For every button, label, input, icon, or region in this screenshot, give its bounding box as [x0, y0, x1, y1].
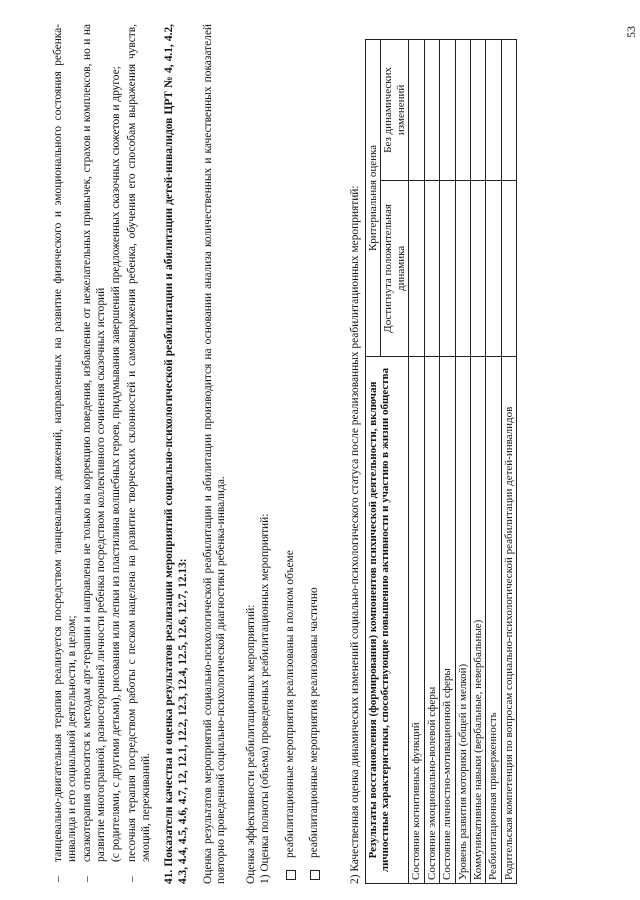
no-change-cell[interactable]: [486, 40, 501, 181]
positive-cell[interactable]: [409, 180, 424, 356]
table-row: [470, 40, 485, 884]
bullet-fairytale-therapy: [81, 24, 108, 884]
no-change-cell[interactable]: [409, 40, 424, 181]
positive-cell[interactable]: [486, 180, 501, 356]
positive-cell[interactable]: [470, 180, 485, 356]
no-change-cell[interactable]: [440, 40, 455, 181]
table-row: [455, 40, 470, 884]
col-group-header: Критериальная оценка: [366, 40, 381, 357]
bullet-text: танцевально-двигательная терапия реализуется посредством танцевальных движений, направленных на развитие физического и эмоционального состояния ребенка-инвалида и его социальной деятельности, в целом;: [52, 24, 78, 862]
completeness-item: 1) Оценка полноты (объема) проведенных реабилитационных мероприятий:: [258, 513, 271, 884]
positive-cell[interactable]: [501, 180, 516, 356]
positive-cell[interactable]: [440, 180, 455, 356]
bullet-text: (с родителями, с другими детьми), рисования или лепки из пластилина волшебных героев, придумывания завершений предложенных сказочных сюжетов и другое;: [110, 66, 123, 862]
assessment-table: [365, 39, 517, 884]
checkbox-item-full[interactable]: [284, 24, 298, 884]
bullet-dance-therapy: [52, 24, 79, 884]
bullet-sand-therapy: [126, 24, 153, 884]
table-row: [409, 40, 424, 884]
no-change-cell[interactable]: [455, 40, 470, 181]
dash-marker: –: [81, 876, 94, 882]
bullet-text: песочная терапия посредством работы с песком нацелена на развитие творческих склонностей и самовыражения ребенка, обучения его способам выражения чувств, эмоций, переживаний.: [125, 24, 152, 862]
checkbox-icon[interactable]: [286, 870, 296, 880]
table-row: [501, 40, 516, 884]
row-label: Состояние эмоционально-волевой сферы: [424, 357, 439, 884]
bullet-fairytale-continuation: [110, 24, 124, 884]
checkbox-label: реабилитационные мероприятия реализованы в полном объеме: [283, 550, 296, 858]
checkbox-item-partial[interactable]: [308, 24, 322, 884]
row-label: Состояние личностно-мотивационной сферы: [440, 357, 455, 884]
dash-marker: –: [125, 876, 138, 882]
rotated-page-content: [52, 24, 612, 884]
positive-cell[interactable]: [455, 180, 470, 356]
col3-header: Без динамических изменений: [381, 40, 409, 181]
positive-cell[interactable]: [424, 180, 439, 356]
section-41-paragraph: Оценка результатов мероприятий социально-психологической реабилитации и абилитации производится на основании анализа количественных и качественных показателей повторно проведенной социально-психологической диагностики ребенка-инвалида.: [201, 24, 228, 884]
col2-header: Достигнута положительная динамика: [381, 180, 409, 356]
checkbox-label: реабилитационные мероприятия реализованы частично: [308, 587, 321, 858]
row-label: Коммуникативные навыки (вербальные, невербальные): [470, 357, 485, 884]
no-change-cell[interactable]: [424, 40, 439, 181]
row-label: Состояние когнитивных функций: [409, 357, 424, 884]
no-change-cell[interactable]: [470, 40, 485, 181]
quality-item: 2) Качественная оценка динамических изменений социально-психологического статуса после реализованных реабилитационных мероприятий:: [349, 185, 362, 884]
section-41-heading: 41. Показатели качества и оценка результатов реализации мероприятий социально-психологической реабилитации и абилитации детей-инвалидов ЦРТ № 4, 4.1, 4.2, 4.3, 4.4, 4.5, 4.6, 4.7, 12, 12.1, 12.2, 12.3, 12.4, 12.5, 12.6, 12.7, 12.13:: [163, 24, 189, 884]
checkbox-icon[interactable]: [310, 870, 320, 880]
dash-marker: –: [52, 876, 64, 882]
page-number: 53: [624, 26, 638, 38]
bullet-text: сказкотерапия относится к методам арт-терапии и направлена не только на коррекцию поведения, избавление от нежелательных привычек, страхов и комплексов, но и на развитие многогранной, разносторонней личности ребенка посредством коллективного сочинения сказочных историй: [81, 24, 107, 862]
row-label: Реабилитационная приверженность: [486, 357, 501, 884]
table-row: [424, 40, 439, 884]
effectiveness-label: Оценка эффективности реабилитационных мероприятий:: [244, 604, 257, 884]
row-label: Родительская компетенция по вопросам социально-психологической реабилитации детей-инвалидов: [501, 357, 516, 884]
col1-header: Результаты восстановления (формирования) компонентов психической деятельности, включая личностные характеристики, способствующие повышению активности и участию в жизни общества: [366, 357, 409, 884]
table-row: [440, 40, 455, 884]
row-label: Уровень развития моторики (общей и мелкой): [455, 357, 470, 884]
table-row: [486, 40, 501, 884]
no-change-cell[interactable]: [501, 40, 516, 181]
